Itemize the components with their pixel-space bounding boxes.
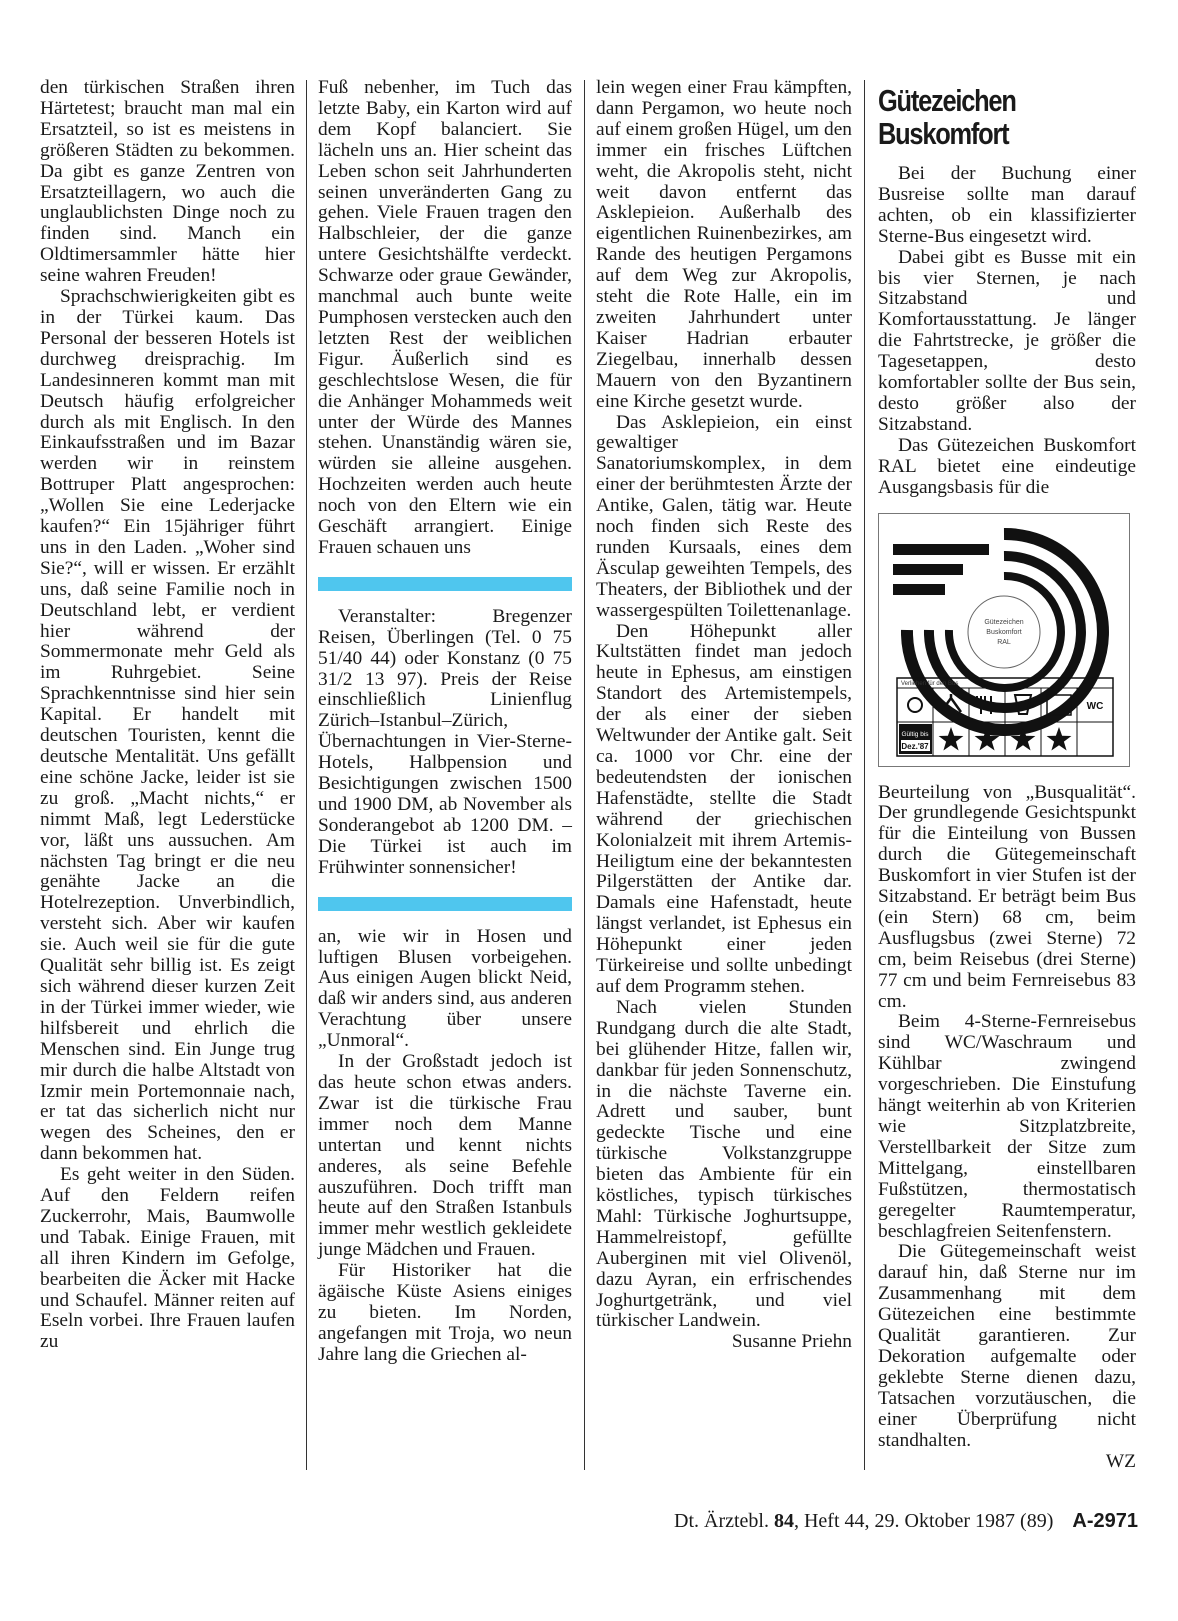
- journal-name: Dt. Ärztebl.: [674, 1510, 769, 1532]
- issue-date: , Heft 44, 29. Oktober 1987 (89): [793, 1510, 1054, 1532]
- paragraph: an, wie wir in Hosen und luftigen Blusen vorbeigehen. Aus einigen Augen blickt Neid, daß wir anders sind, aus anderen Verachtung über unsere „Unmoral“.: [318, 925, 572, 1052]
- headline-line: Buskomfort: [878, 116, 1009, 151]
- page-footer: [598, 1509, 1138, 1533]
- star-icon: [1047, 727, 1072, 751]
- valid-date: Dez.'87: [901, 741, 929, 751]
- paragraph: In der Großstadt jedoch ist das heute schon etwas anders. Zwar ist die türkische Frau immer noch dem Manne untertan und kennt nichts anderes, als seine Befehle auszuführen. Doch trifft man heute auf den Straßen Istanbuls immer mehr westlich gekleidete junge Mädchen und Frauen.: [318, 1051, 572, 1261]
- paragraph: Das Gütezeichen Buskomfort RAL bietet eine eindeutige Ausgangsbasis für die: [878, 434, 1136, 498]
- paragraph: Den Höhepunkt aller Kultstätten findet man jedoch heute in Ephesus, am einstigen Standort des Artemistempels, der als einer der sieben Weltwunder der Antike galt. Seit ca. 1000 vor Chr. eine der bedeutendsten der ionischen Hafenstädte, stellte die Stadt während der griechischen Kolonialzeit mit ihrem Artemis-Heiligtum eine der bekanntesten Pilgerstätten der Antike dar. Damals eine Hafenstadt, heute längst verlandet, ist Ephesus ein Höhepunkt einer jeden Türkeireise und sollte unbedingt auf dem Programm stehen.: [596, 620, 852, 997]
- article-column-2: [318, 78, 572, 1366]
- seal-bar: [893, 584, 945, 595]
- paragraph: Es geht weiter in den Süden. Auf den Feldern reifen Zuckerrohr, Mais, Baumwolle und Tabak. Einige Frauen, mit all ihren Kindern im Gefolge, bearbeiten die Äcker mit Hacke und Schaufel. Männer reiten auf Eseln vorbei. Ihre Frauen laufen zu: [40, 1164, 295, 1353]
- column-rule: [584, 80, 585, 1470]
- paragraph: Nach vielen Stunden Rundgang durch die alte Stadt, bei glühender Hitze, fallen wir, dankbar für jeden Sonnenschutz, in die nächste Taverne ein. Adrett und sauber, bunt gedeckte Tische und eine türkische Volkstanzgruppe bieten das Ambiente für ein köstliches, typisch türkisches Mahl: Türkische Joghurtsuppe, Hammelreistopf, gefüllte Auberginen mit viel Olivenöl, dazu Ayran, ein erfrischendes Joghurtgetränk, und viel türkischer Landwein.: [596, 996, 852, 1332]
- headline-line: Gütezeichen: [878, 83, 1016, 118]
- column-rule: [306, 80, 307, 1470]
- page-code: A-2971: [1072, 1510, 1138, 1532]
- sidebar-column: [878, 84, 1136, 1472]
- seal-bar: [893, 564, 963, 575]
- seal-center-text: Gütezeichen: [984, 618, 1024, 626]
- paragraph: lein wegen einer Frau kämpften, dann Pergamon, wo heute noch auf einem großen Hügel, um den immer ein frisches Lüftchen weht, die Akropolis steht, nicht weit davon entfernt das Asklepieion. Außerhalb des eigentlichen Ruinenbezirkes, am Rande des heutigen Pergamons auf dem Weg zur Akropolis, steht die Rote Halle, ein im zweiten Jahrhundert unter Kaiser Hadrian erbauter Ziegelbau, innerhalb dessen Mauern von den Byzantinern eine Kirche gesetzt wurde.: [596, 77, 852, 412]
- info-box-text: Veranstalter: Bregenzer Reisen, Überlingen (Tel. 0 75 51/40 44) oder Konstanz (0 75 31/2 13 97). Preis der Reise einschließlich Linienflug Zürich–Istanbul–Zürich, Übernachtungen in Vier-Sterne-Hotels, Halbpension und Besichtigungen zwischen 1500 und 1900 DM, ab November als Sonderangebot ab 1200 DM. – Die Türkei ist auch im Frühwinter sonnensicher!: [318, 605, 572, 878]
- valid-text: Gültig bis: [901, 730, 929, 738]
- seal-bar: [893, 544, 989, 555]
- seal-table-header: Verliehen für den Bus: [901, 680, 959, 687]
- journal-volume: 84: [773, 1510, 794, 1532]
- article-column-3: [596, 78, 852, 1353]
- wc-label: WC: [1086, 700, 1104, 712]
- paragraph: Beurteilung von „Busqualität“. Der grundlegende Gesichtspunkt für die Einteilung von Bussen durch die Gütegemeinschaft Buskomfort in vier Stufen ist der Sitzabstand. Er beträgt beim Bus (ein Stern) 68 cm, beim Ausflugsbus (zwei Sterne) 72 cm, beim Reisebus (drei Sterne) 77 cm und beim Fernreisebus 83 cm.: [878, 781, 1136, 1012]
- author-signature: Susanne Priehn: [731, 1331, 852, 1353]
- paragraph: Bei der Buchung einer Busreise sollte man darauf achten, ob ein klassifizierter Sterne-Bus eingesetzt wird.: [878, 163, 1136, 247]
- paragraph: Beim 4-Sterne-Fernreisebus sind WC/Waschraum und Kühlbar zwingend vorgeschrieben. Die Einstufung hängt weiterhin ab von Kriterien wie Sitzplatzbreite, Verstellbarkeit der Sitze zum Mittelgang, einstellbaren Fußstützen, thermostatisch geregelter Raumtemperatur, beschlagfreien Seitenfenstern.: [878, 1011, 1136, 1242]
- sidebar-headline: [878, 84, 1140, 150]
- seal-center-text: Buskomfort: [986, 628, 1022, 636]
- quality-seal-image: [878, 513, 1130, 767]
- paragraph: den türkischen Straßen ihren Härtetest; braucht man mal ein Ersatzteil, so ist es meistens in größeren Städten zu bekommen. Da gibt es ganze Zentren von Ersatzteillagern, wo auch die unglaublichsten Dinge noch zu finden sind. Manch ein Oldtimersammler hätte hier seine wahren Freuden!: [40, 77, 295, 287]
- seal-center-text: RAL: [997, 638, 1011, 646]
- author-initials: WZ: [1105, 1450, 1136, 1472]
- paragraph: Sprachschwierigkeiten gibt es in der Türkei kaum. Das Personal der besseren Hotels ist durchweg dreisprachig. Im Landesinneren kommt man mit Deutsch häufig erfolgreicher durch als mit Englisch. In den Einkaufsstraßen und im Bazar werden wir in reinstem Bottruper Platt angesprochen: „Wollen Sie eine Lederjacke kaufen?“ Ein 15jähriger führt uns in den Laden. „Woher sind Sie?“, will er wissen. Er erzählt uns, daß seine Familie noch in Deutschland lebt, er verdient hier während der Sommermonate mehr Geld als im Ruhrgebiet. Seine Sprachkenntnisse sind hier sein Kapital. Er handelt mit deutschen Touristen, kennt die deutsche Mentalität. Uns gefällt eine schöne Jacke, leider ist sie zu groß. „Macht nichts,“ er nimmt Maß, legt Lederstücke vor, läßt uns aussuchen. Am nächsten Tag bringt er die neu genähte Jacke an die Hotelrezeption. Unverbindlich, versteht sich. Aber wir kaufen sie. Auch weil sie für die gute Qualität sehr billig ist. Es zeigt sich während dieser kurzen Zeit in der Türkei immer wieder, wie hilfsbereit und ehrlich die Menschen sind. Ein Junge trug mir durch die halbe Altstadt von Izmir mein Portemonnaie nach, er tat das sicherlich nicht nur wegen des Scheines, den er dann bekommen hat.: [40, 286, 295, 1165]
- star-icon: [939, 727, 964, 751]
- column-rule: [864, 80, 865, 1470]
- article-column-1: [40, 78, 295, 1353]
- info-box-top-bar: [318, 577, 572, 591]
- paragraph: Die Gütegemeinschaft weist darauf hin, daß Sterne nur im Zusammenhang mit dem Gütezeichen eine bestimmte Qualität garantieren. Zur Dekoration aufgemalte oder geklebte Sterne dienen dazu, Tatsachen vorzutäuschen, die einer Überprüfung nicht standhalten.: [878, 1241, 1136, 1451]
- info-box-bottom-bar: [318, 897, 572, 911]
- paragraph: Fuß nebenher, im Tuch das letzte Baby, ein Karton wird auf dem Kopf balanciert. Sie lächeln uns an. Hier scheint das Leben schon seit Jahrhunderten seinen unveränderten Gang zu gehen. Viele Frauen tragen den Halbschleier, der die ganze untere Gesichtshälfte verdeckt. Schwarze oder graue Gewänder, manchmal auch bunte weite Pumphosen verstecken auch den letzten Rest der weiblichen Figur. Äußerlich sind es geschlechtslose Wesen, die für die Anhänger Mohammeds weit unter der Würde des Mannes stehen. Unanständig wären sie, würden sie alleine ausgehen. Hochzeiten werden auch heute noch von den Eltern wie ein Geschäft arrangiert. Einige Frauen schauen uns: [318, 77, 572, 558]
- climate-icon: [908, 698, 922, 712]
- paragraph: Das Asklepieion, ein einst gewaltiger Sanatoriumskomplex, in dem einer der berühmtesten Ärzte der Antike, Galen, tätig war. Heute noch finden sich Reste des runden Kursaals, eines dem Äsculap geweihten Tempels, des Theaters, der Bibliothek und der wassergespülten Toilettenanlage.: [596, 411, 852, 621]
- paragraph: Für Historiker hat die ägäische Küste Asiens einiges zu bieten. Im Norden, angefangen mit Troja, wo neun Jahre lang die Griechen al-: [318, 1260, 572, 1365]
- quality-seal-graphic: [879, 514, 1129, 766]
- paragraph: Dabei gibt es Busse mit ein bis vier Sternen, je nach Sitzabstand und Komfortausstattung. Je länger die Fahrtstrecke, je größer die Tagesetappen, desto komfortabler sollte der Bus sein, desto größer also der Sitzabstand.: [878, 246, 1136, 435]
